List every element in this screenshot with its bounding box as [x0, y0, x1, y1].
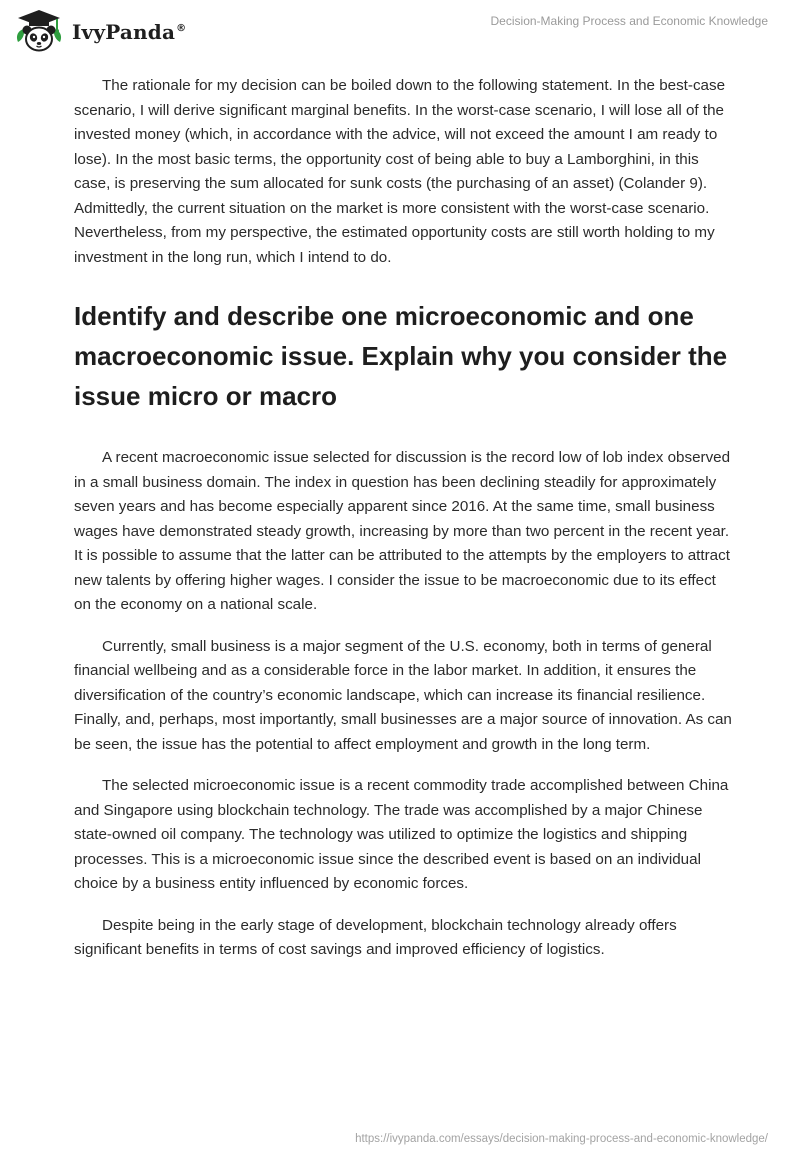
registered-mark: ®	[176, 23, 187, 35]
document-title: Decision-Making Process and Economic Knowledge	[490, 14, 768, 28]
paragraph-micro-issue: The selected microeconomic issue is a recent commodity trade accomplished between China and Singapore using blockchain technology. The trade was accomplished by a major Chinese state-owned oil company. The technology was utilized to optimize the logistics and shipping processes. This is a microeconomic issue since the described event is based on an individual choice by a business entity influenced by economic forces.	[74, 777, 729, 892]
panda-graduate-icon	[14, 8, 64, 54]
paragraph-macro-issue: A recent macroeconomic issue selected for discussion is the record low of lob index observed in a small business domain. The index in question has been declining steadily for approximately seven years and has become especially apparent since 2016. At the same time, small business wages have demonstrated steady growth, increasing by more than two percent in the recent year. It is possible to assume that the latter can be attributed to the attempts by the employers to attract new talents by offering higher wages. I consider the issue to be macroeconomic due to its effect on the economy on a national scale.	[74, 449, 731, 613]
section-heading: Identify and describe one microeconomic and one macroeconomic issue. Explain why you consider the issue micro or macro	[74, 301, 728, 411]
logo-name: IvyPanda	[72, 20, 176, 44]
paragraph-blockchain: Despite being in the early stage of development, blockchain technology already offers significant benefits in terms of cost savings and improved efficiency of logistics.	[74, 916, 677, 958]
source-url[interactable]: https://ivypanda.com/essays/decision-making-process-and-economic-knowledge/	[355, 1133, 768, 1145]
ivypanda-logo[interactable]	[14, 8, 186, 54]
paragraph-small-business: Currently, small business is a major segment of the U.S. economy, both in terms of general financial wellbeing and as a considerable force in the labor market. In addition, it ensures the diversification of the country’s economic landscape, which can increase its financial resilience. Finally, and, perhaps, most importantly, small businesses are a major source of innovation. As can be seen, the issue has the potential to affect employment and growth in the long term.	[74, 637, 732, 753]
page-header	[0, 0, 800, 64]
essay-content	[74, 74, 734, 980]
paragraph-rationale: The rationale for my decision can be boiled down to the following statement. In the best-case scenario, I will derive significant marginal benefits. In the worst-case scenario, I will lose all of the invested money (which, in accordance with the advice, will not exceed the amount I am ready to lose). In the most basic terms, the opportunity cost of being able to buy a Lamborghini, in this case, is preserving the sum allocated for sunk costs (the purchasing of an asset) (Colander 9). Admittedly, the current situation on the market is more consistent with the worst-case scenario. Nevertheless, from my perspective, the estimated opportunity costs are still worth holding to my investment in the long run, which I intend to do.	[74, 77, 726, 266]
logo-wordmark	[72, 22, 186, 42]
